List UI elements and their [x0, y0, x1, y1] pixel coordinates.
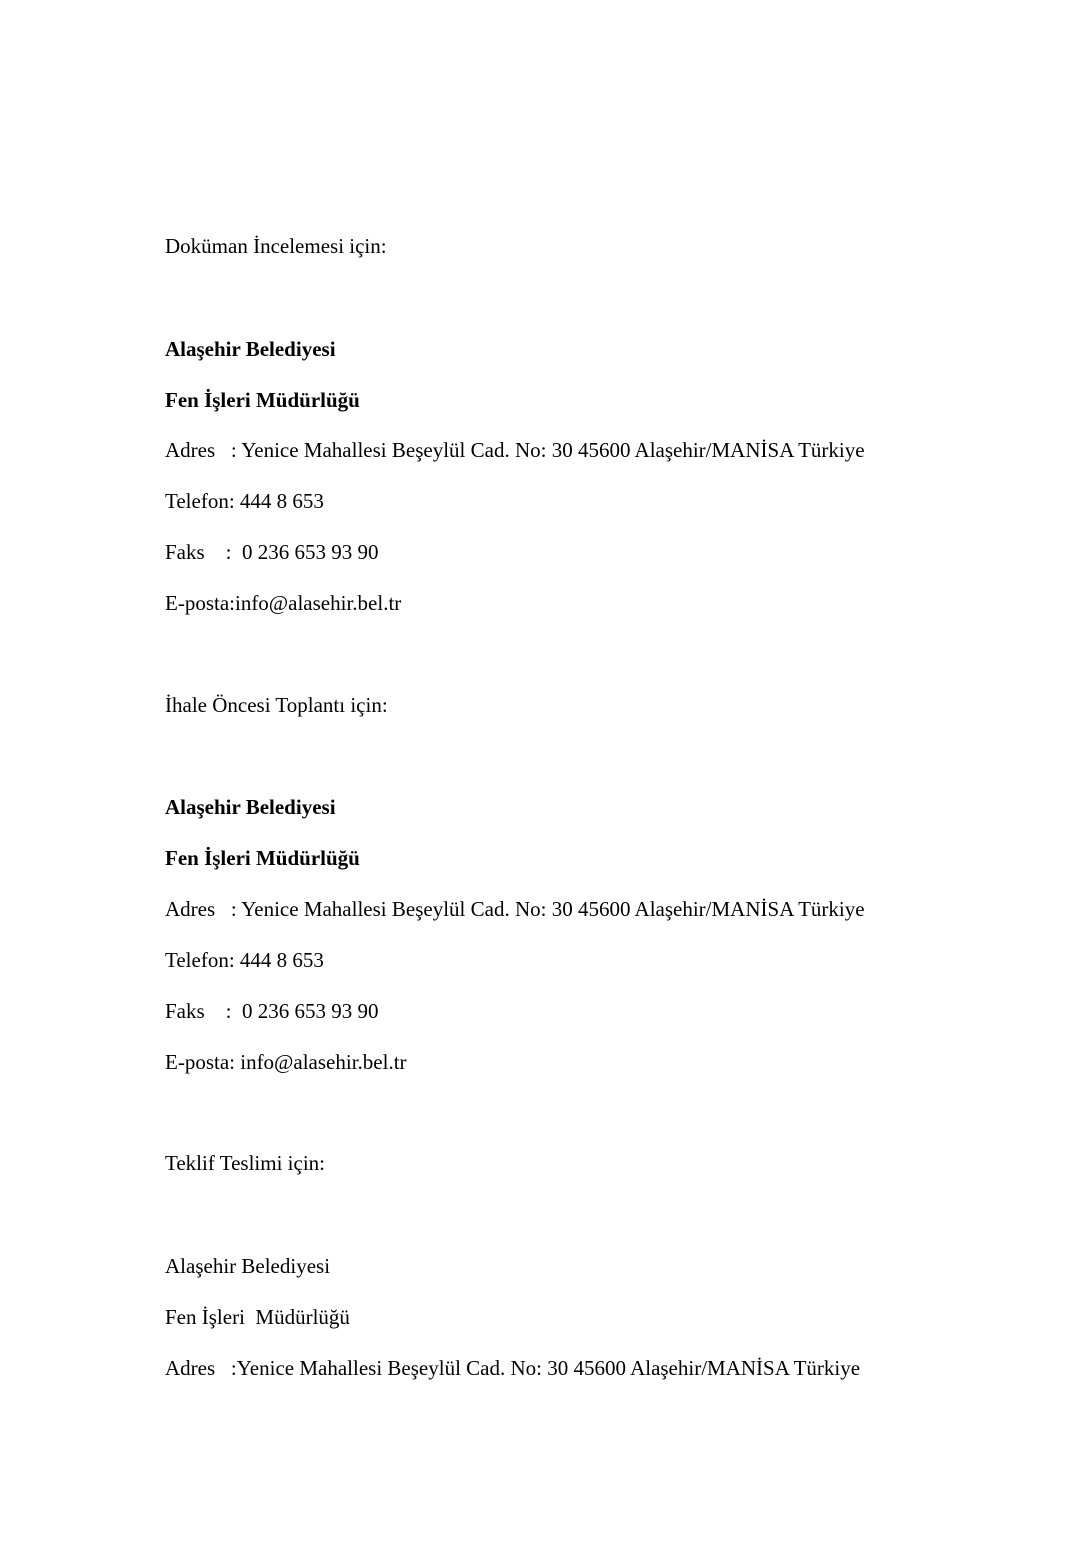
- section1-email: E-posta:info@alasehir.bel.tr: [165, 591, 402, 615]
- section3-heading: Teklif Teslimi için:: [165, 1151, 325, 1175]
- section2-address: Adres : Yenice Mahallesi Beşeylül Cad. No: 30 45600 Alaşehir/MANİSA Türkiye: [165, 897, 865, 921]
- section1-fax: Faks : 0 236 653 93 90: [165, 540, 379, 564]
- section1-address: Adres : Yenice Mahallesi Beşeylül Cad. No: 30 45600 Alaşehir/MANİSA Türkiye: [165, 438, 865, 462]
- section1-dept: Fen İşleri Müdürlüğü: [165, 388, 360, 412]
- section2-fax: Faks : 0 236 653 93 90: [165, 999, 379, 1023]
- section3-org: Alaşehir Belediyesi: [165, 1254, 331, 1278]
- section1-phone: Telefon: 444 8 653: [165, 489, 324, 513]
- section1-org: Alaşehir Belediyesi: [165, 337, 336, 361]
- section2-heading: İhale Öncesi Toplantı için:: [165, 693, 388, 717]
- section1-heading: Doküman İncelemesi için:: [165, 234, 387, 258]
- section2-dept: Fen İşleri Müdürlüğü: [165, 846, 360, 870]
- section3-address: Adres :Yenice Mahallesi Beşeylül Cad. No: 30 45600 Alaşehir/MANİSA Türkiye: [165, 1356, 861, 1380]
- section2-email: E-posta: info@alasehir.bel.tr: [165, 1050, 407, 1074]
- section2-org: Alaşehir Belediyesi: [165, 795, 336, 819]
- section2-phone: Telefon: 444 8 653: [165, 948, 324, 972]
- section3-dept: Fen İşleri Müdürlüğü: [165, 1305, 350, 1329]
